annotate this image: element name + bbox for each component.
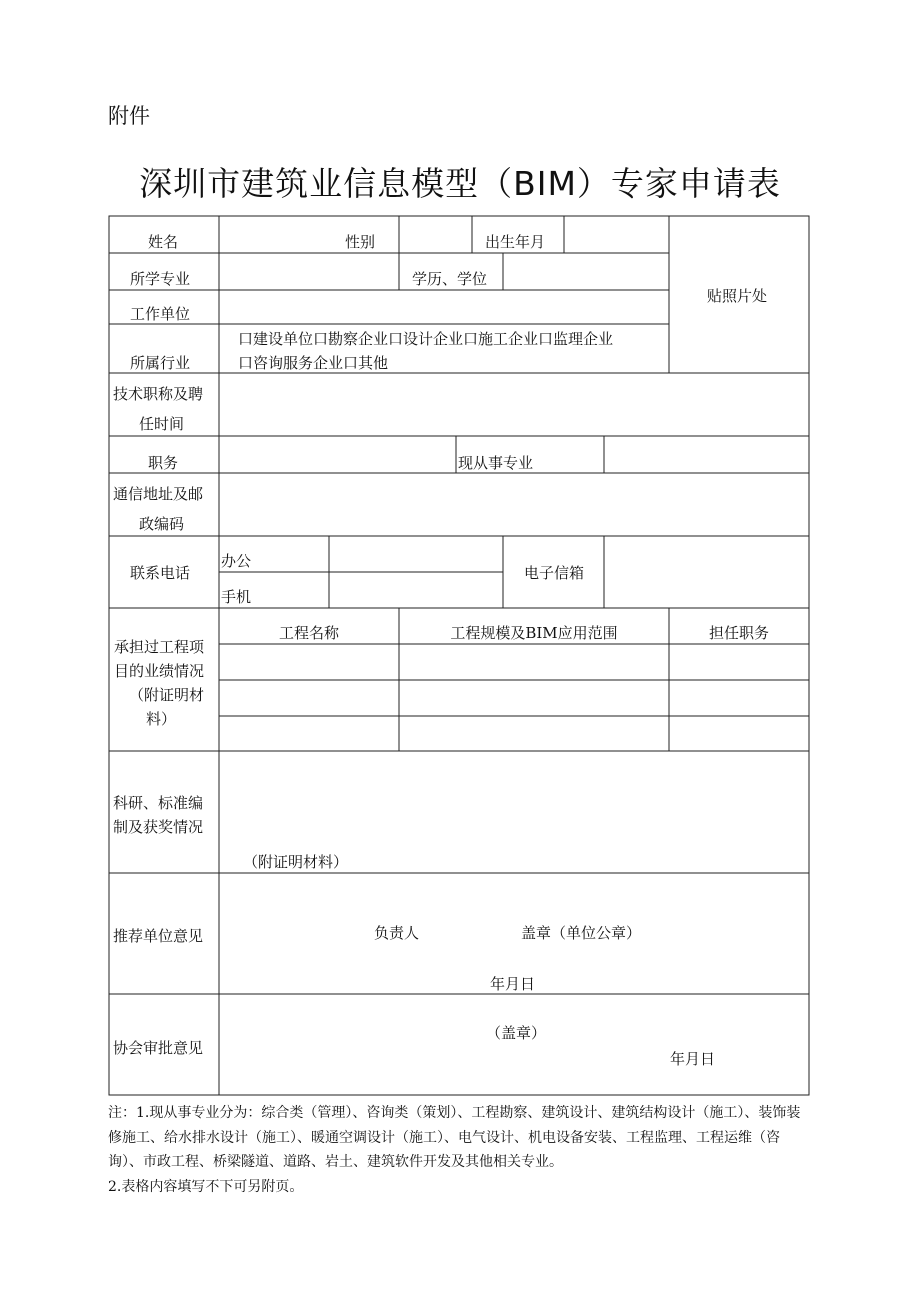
address-label-line2: 政编码: [139, 515, 185, 533]
birth-label: 出生年月: [485, 233, 546, 251]
association-seal: （盖章）: [486, 1024, 547, 1042]
research-field[interactable]: [222, 754, 807, 844]
projects-label-line4: 料）: [146, 710, 177, 728]
project-row-1-role[interactable]: [671, 646, 807, 679]
mobile-phone-field[interactable]: [331, 574, 501, 607]
address-field[interactable]: [222, 476, 807, 534]
project-row-1-name[interactable]: [221, 646, 397, 679]
industry-options-line1[interactable]: 口建设单位口勘察企业口设计企业口施工企业口监理企业: [238, 330, 614, 348]
project-row-3-scope[interactable]: [401, 718, 667, 750]
recommend-label: 推荐单位意见: [113, 927, 204, 945]
notes: [108, 1101, 814, 1199]
email-label: 电子信箱: [524, 564, 585, 582]
recommend-responsible: 负责人: [374, 924, 420, 942]
position-label: 职务: [148, 454, 179, 472]
email-field[interactable]: [606, 538, 808, 607]
office-phone-field[interactable]: [331, 538, 501, 571]
gender-label: 性别: [345, 233, 376, 251]
projects-col-name: 工程名称: [278, 624, 339, 642]
project-row-2-scope[interactable]: [401, 682, 667, 715]
project-row-3-name[interactable]: [221, 718, 397, 750]
name-label: 姓名: [148, 233, 179, 251]
recommend-seal: 盖章（单位公章）: [521, 924, 642, 942]
research-note: （附证明材料）: [243, 853, 349, 871]
project-row-1-scope[interactable]: [401, 646, 667, 679]
industry-label: 所属行业: [130, 354, 191, 372]
employer-field[interactable]: [222, 292, 668, 323]
project-row-2-name[interactable]: [221, 682, 397, 715]
address-label-line1: 通信地址及邮: [113, 485, 204, 503]
phone-label: 联系电话: [130, 564, 191, 582]
employer-label: 工作单位: [130, 305, 191, 323]
projects-col-scope: 工程规模及BIM应用范围: [450, 624, 618, 642]
current-major-label: 现从事专业: [458, 454, 534, 472]
project-row-2-role[interactable]: [671, 682, 807, 715]
research-label-line2: 制及获奖情况: [113, 818, 204, 836]
title-time-label-line1: 技术职称及聘: [113, 385, 204, 403]
title-time-label-line2: 任时间: [139, 415, 185, 433]
birth-field[interactable]: [566, 218, 668, 252]
research-label-line1: 科研、标准编: [113, 794, 204, 812]
major-label: 所学专业: [130, 270, 191, 288]
association-date: 年月日: [670, 1050, 716, 1068]
note-2: 2.表格内容填写不下可另附页。: [108, 1178, 304, 1195]
projects-label-line3: （附证明材: [129, 686, 205, 704]
position-field[interactable]: [222, 438, 454, 472]
degree-field[interactable]: [505, 255, 668, 289]
recommend-date: 年月日: [490, 975, 536, 993]
projects-label-line2: 目的业绩情况: [114, 662, 205, 680]
projects-col-role: 担任职务: [708, 624, 769, 642]
photo-label: 贴照片处: [707, 287, 768, 305]
gender-field[interactable]: [401, 218, 471, 252]
industry-options-line2[interactable]: 口咨询服务企业口其他: [238, 354, 389, 372]
projects-label-line1: 承担过工程项: [114, 638, 205, 656]
current-major-field[interactable]: [606, 438, 808, 472]
page-title: 深圳市建筑业信息模型（BIM）专家申请表: [139, 164, 781, 203]
project-row-3-role[interactable]: [671, 718, 807, 750]
degree-label: 学历、学位: [412, 270, 488, 288]
note-1: 注：1.现从事专业分为：综合类（管理）、咨询类（策划）、工程勘察、建筑设计、建筑结构设计（施工）、装饰装修施工、给水排水设计（施工）、暖通空调设计（施工）、电气设计、机电设备安装、工程监理、工程运维（咨询）、市政工程、桥梁隧道、道路、岩土、建筑软件开发及其他相关专业。: [108, 1105, 801, 1170]
attachment-label: 附件: [108, 104, 150, 128]
office-label: 办公: [221, 552, 252, 570]
association-label: 协会审批意见: [113, 1039, 204, 1057]
title-time-field[interactable]: [222, 376, 807, 434]
major-field[interactable]: [222, 255, 398, 289]
mobile-label: 手机: [221, 588, 252, 606]
